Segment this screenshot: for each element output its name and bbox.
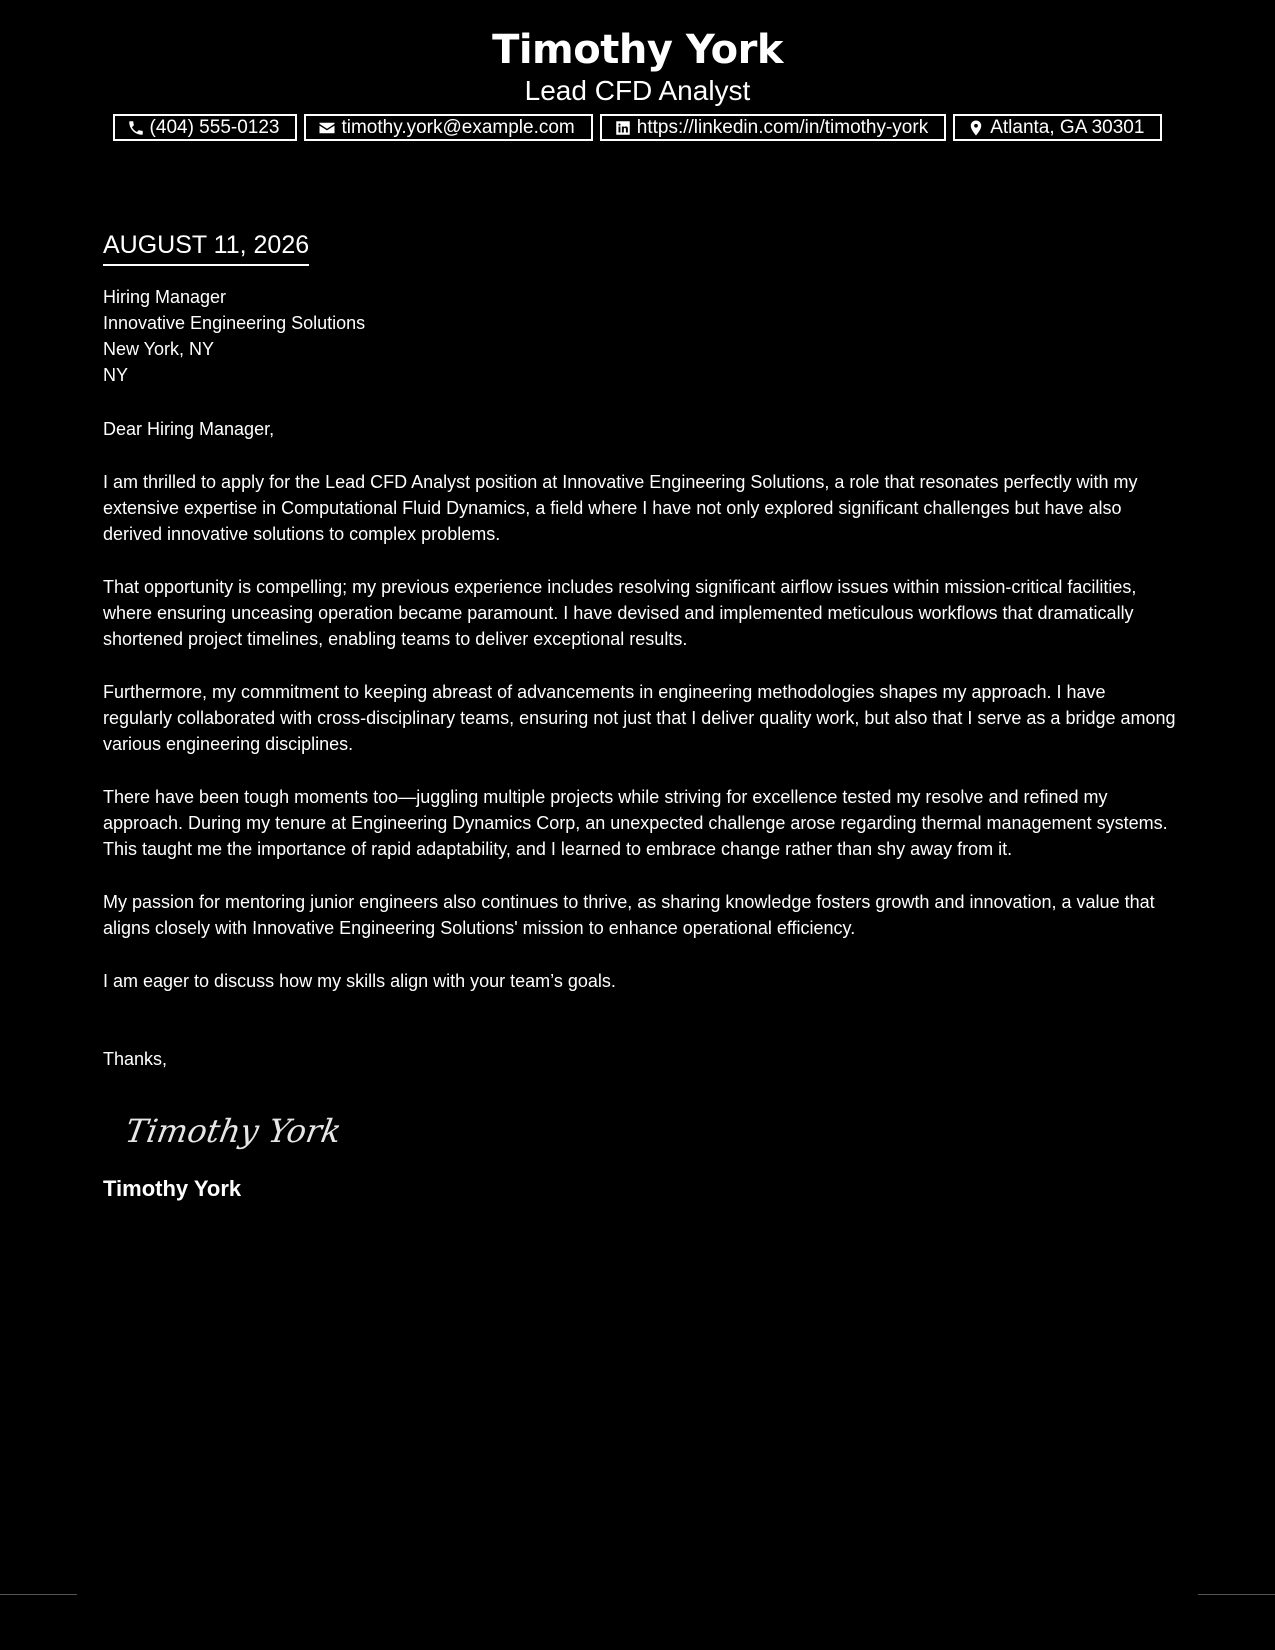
signer-name: Timothy York (103, 1176, 242, 1201)
handwritten-signature (127, 1102, 1178, 1158)
recipient-line: Hiring Manager (103, 287, 227, 307)
phone-icon (127, 119, 145, 137)
contact-email[interactable] (304, 114, 592, 141)
body-paragraph: Furthermore, my commitment to keeping abreast of advancements in engineering methodologies shapes my approach. I have regularly collaborated with cross-disciplinary teams, ensuring not just that I deliver quality work, but also that I serve as a bridge among various engineering disciplines. (103, 682, 1176, 754)
footer-rule-left (0, 1594, 77, 1595)
contact-phone-text: (404) 555-0123 (149, 116, 280, 138)
recipient-line: Innovative Engineering Solutions (103, 313, 366, 333)
letter-header (0, 24, 1275, 106)
contact-location[interactable] (953, 114, 1162, 141)
body-paragraph: I am thrilled to apply for the Lead CFD Analyst position at Innovative Engineering Solutions, a role that resonates perfectly with my extensive expertise in Computational Fluid Dynamics, a field where I have not only explored significant challenges but have also derived innovative solutions to complex problems. (103, 472, 1138, 544)
contact-bar (0, 114, 1275, 141)
applicant-name: Timothy York (492, 27, 783, 73)
contact-linkedin-text: https://linkedin.com/in/timothy-york (636, 116, 929, 138)
closing: Thanks, (103, 1049, 168, 1069)
recipient-line: NY (103, 365, 129, 385)
footer-rule-right (1198, 1594, 1275, 1595)
contact-email-text: timothy.york@example.com (341, 116, 575, 138)
letter-body (103, 228, 1178, 1203)
signature-image (127, 1102, 347, 1158)
body-paragraph: There have been tough moments too—juggling multiple projects while striving for excellence tested my resolve and refined my approach. During my tenure at Engineering Dynamics Corp, an unexpected challenge arose regarding thermal management systems. This taught me the importance of rapid adaptability, and I learned to embrace change rather than shy away from it. (103, 787, 1168, 859)
body-paragraph: That opportunity is compelling; my previous experience includes resolving significant airflow issues within mission-critical facilities, where ensuring unceasing operation became paramount. I have devised and implemented meticulous workflows that dramatically shortened project timelines, enabling teams to deliver exceptional results. (103, 577, 1137, 649)
body-paragraph: I am eager to discuss how my skills align with your team’s goals. (103, 971, 616, 991)
recipient-block (103, 284, 1178, 388)
linkedin-icon (614, 119, 632, 137)
map-marker-icon (967, 119, 985, 137)
svg-text:Timothy York: Timothy York (127, 1112, 345, 1150)
body-paragraph: My passion for mentoring junior engineers also continues to thrive, as sharing knowledge fosters growth and innovation, a value that aligns closely with Innovative Engineering Solutions' mission to enhance operational efficiency. (103, 892, 1155, 938)
salutation: Dear Hiring Manager, (103, 419, 275, 439)
contact-location-text: Atlanta, GA 30301 (990, 116, 1145, 138)
contact-linkedin[interactable] (600, 114, 946, 141)
recipient-line: New York, NY (103, 339, 215, 359)
letter-date: AUGUST 11, 2026 (103, 228, 309, 266)
envelope-icon (318, 119, 336, 137)
contact-phone[interactable] (113, 114, 298, 141)
applicant-title: Lead CFD Analyst (524, 75, 751, 106)
